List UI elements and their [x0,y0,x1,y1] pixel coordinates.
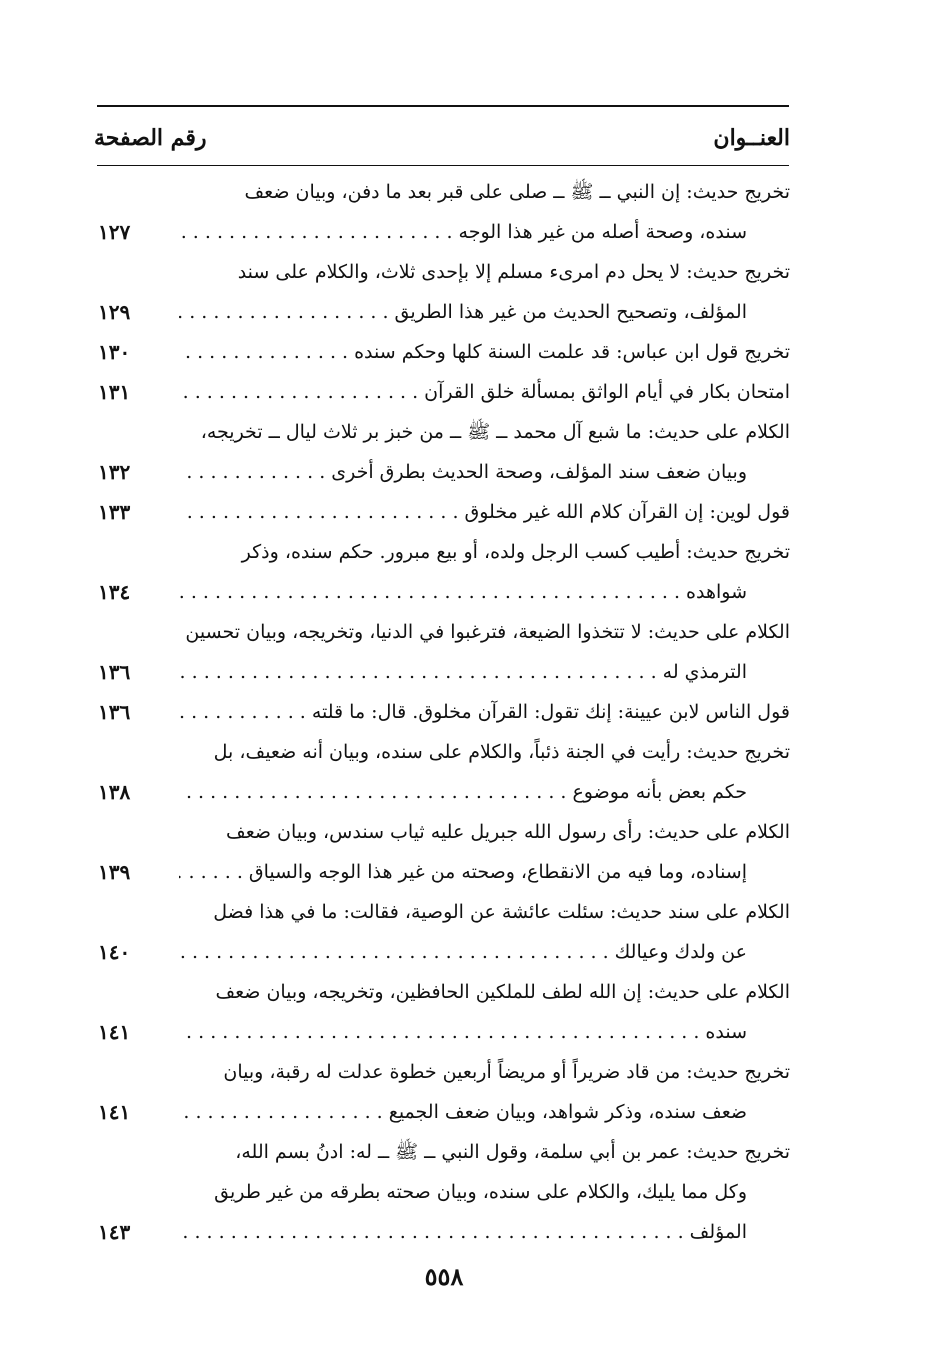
toc-entry [98,972,790,1052]
toc-entry-line: قول لوين: إن القرآن كلام الله غير مخلوق . . . [179,492,790,532]
toc-entry [98,532,790,612]
toc-entry-page: ١٤١ [98,1100,131,1124]
toc-entry-line: الكلام على سند حديث: سئلت عائشة عن الوصية، فقالت: ما في هذا فضل [213,901,790,923]
toc-entry-line: تخريج حديث: رأيت في الجنة ذئباً، والكلام على سنده، وبيان أنه ضعيف، بل [213,741,790,763]
toc-entry [98,372,790,412]
toc-entry-line: تخريج حديث: لا يحل دم امرىء مسلم إلا بإحدى ثلاث، والكلام على سند [237,261,790,283]
toc-entry-page: ١٢٧ [98,220,131,244]
toc-entry-line: تخريج حديث: عمر بن أبي سلمة، وقول النبي ــ ﷺ ــ له: ادنُ بسم الله، [235,1141,790,1163]
toc-entry [98,812,790,892]
toc-entry-line: وكل مما يليك، والكلام على سنده، وبيان صحته بطرقه من غير طريق [214,1181,747,1203]
toc-entry-page: ١٣٩ [98,860,131,884]
column-header-title: العنــوان [713,125,790,151]
toc-entry [98,892,790,972]
toc-entry-line: تخريج حديث: أطيب كسب الرجل ولده، أو بيع مبرور. حكم سنده، وذكر [241,541,790,563]
toc-entry-line: قول الناس لابن عيينة: إنك تقول: القرآن مخلوق. قال: ما قلته . . . [179,692,790,732]
toc-entry-page: ١٤٠ [98,940,131,964]
toc-entry [98,252,790,332]
toc-entry-page: ١٣١ [98,380,131,404]
toc-entry [98,172,790,252]
toc-entry-page: ١٣٠ [98,340,131,364]
toc-entry-line: الكلام على حديث: إن الله لطف للملكين الحافظين، وتخريجه، وبيان ضعف [215,981,790,1003]
toc-entry-line: الكلام على حديث: لا تتخذوا الضيعة، فترغبوا في الدنيا، وتخريجه، وبيان تحسين [185,621,790,643]
toc-entry [98,692,790,732]
toc-entry-line: تخريج حديث: إن النبي ــ ﷺ ــ صلى على قبر بعد ما دفن، وبيان ضعف [244,181,790,203]
toc-entry-line: شواهده . . . [179,572,790,612]
toc-entry-page: ١٣٤ [98,580,131,604]
toc-entry [98,732,790,812]
toc-entry-page: ١٢٩ [98,300,131,324]
toc-entry-line: الكلام على حديث: رأى رسول الله جبريل عليه ثياب سندس، وبيان ضعف [226,821,790,843]
toc-entry [98,1052,790,1132]
toc-entry-line: تخريج قول ابن عباس: قد علمت السنة كلها وحكم سنده . . . [179,332,790,372]
toc-entry [98,612,790,692]
toc-entry-line: ضعف سنده، وذكر شواهد، وبيان ضعف الجميع . . . [179,1092,790,1132]
toc-entry-line: حكم بعض بأنه موضوع . . . [179,772,790,812]
top-rule [97,105,789,107]
toc-entry-line: الكلام على حديث: ما شبع آل محمد ــ ﷺ ــ من خبز بر ثلاث ليال ــ تخريجه، [200,421,790,443]
toc-entry [98,1132,790,1252]
toc-entry-line: امتحان بكار في أيام الواثق بمسألة خلق القرآن . . . [179,372,790,412]
toc-entry-page: ١٤١ [98,1020,131,1044]
toc-entries [98,172,790,1252]
toc-entry-line: سنده . . . [179,1012,790,1052]
toc-entry [98,332,790,372]
toc-entry [98,412,790,492]
toc-entry-page: ١٤٣ [98,1220,131,1244]
toc-entry-page: ١٣٣ [98,500,131,524]
page-number: ٥٥٨ [424,1262,464,1291]
toc-entry-page: ١٣٢ [98,460,131,484]
toc-entry-page: ١٣٦ [98,700,131,724]
toc-entry-line: الترمذي له . . . [179,652,790,692]
toc-entry-page: ١٣٨ [98,780,131,804]
toc-entry-line: تخريج حديث: من قاد ضريراً أو مريضاً أربعين خطوة عدلت له رقبة، وبيان [223,1061,790,1083]
column-header-page: رقم الصفحة [94,125,207,151]
toc-entry-line: وبيان ضعف سند المؤلف، وصحة الحديث بطرق أخرى . . . [179,452,790,492]
header-rule [97,165,789,166]
toc-entry-line: المؤلف، وتصحيح الحديث من غير هذا الطريق . . . [179,292,790,332]
toc-entry-page: ١٣٦ [98,660,131,684]
toc-entry-line: المؤلف . . . [179,1212,790,1252]
toc-entry-line: عن ولدك وعيالك . . . [179,932,790,972]
toc-entry [98,492,790,532]
toc-entry-line: سنده، وصحة أصله من غير هذا الوجه . . . [179,212,790,252]
toc-entry-line: إسناده، وما فيه من الانقطاع، وصحته من غير هذا الوجه والسياق . . . [179,852,790,892]
